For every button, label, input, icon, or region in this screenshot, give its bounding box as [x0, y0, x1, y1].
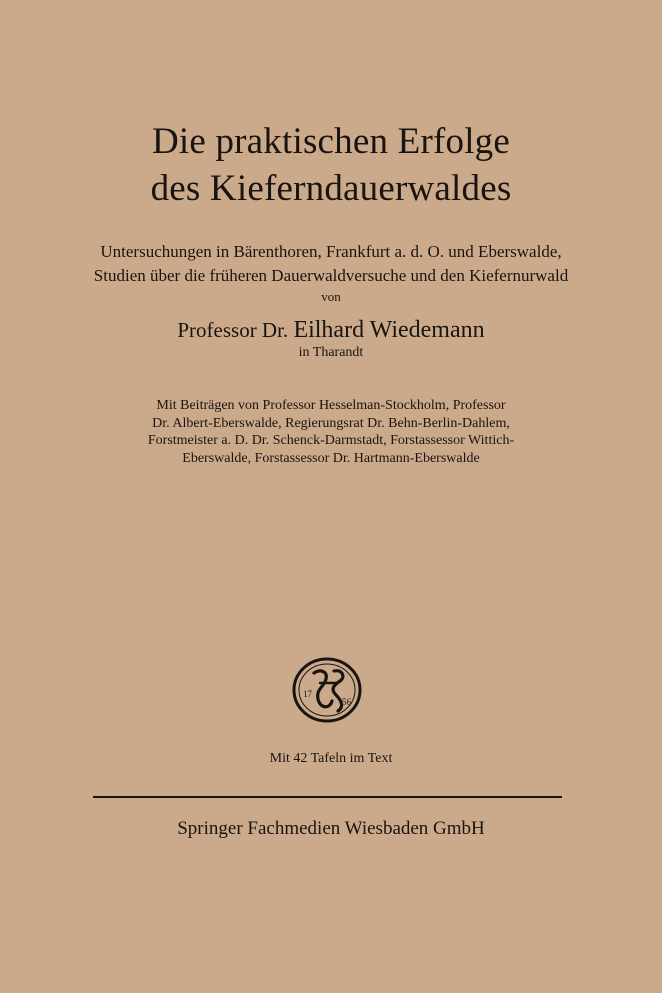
author-location: in Tharandt [298, 345, 364, 360]
author-name: Eilhard Wiedemann [293, 317, 485, 343]
by-word: von [321, 289, 341, 304]
contributors-line-1: Mit Beiträgen von Professor Hesselman-Stockholm, Professor [156, 398, 506, 413]
contributors-block [0, 397, 662, 467]
publisher-seal-icon [290, 655, 364, 725]
seal-year-right: 56 [342, 697, 351, 707]
author-line [0, 317, 662, 343]
contributors-line-3: Forstmeister a. D. Dr. Schenck-Darmstadt, Forstassessor Wittich- [147, 433, 515, 448]
contributors-line-4: Eberswalde, Forstassessor Dr. Hartmann-Eberswalde [182, 450, 480, 466]
seal-year-left: 17 [303, 689, 312, 699]
book-subtitle-line-1: Untersuchungen in Bärenthoren, Frankfurt a. d. O. und Eberswalde, [100, 242, 562, 261]
book-title-line-2: des Kieferndauerwaldes [150, 168, 512, 209]
contributors-line-2: Dr. Albert-Eberswalde, Regierungsrat Dr. Behn-Berlin-Dahlem, [152, 415, 510, 431]
author-prefix: Professor Dr. [177, 318, 289, 342]
book-title [0, 118, 662, 212]
book-subtitle [0, 240, 662, 288]
publisher-name: Springer Fachmedien Wiesbaden GmbH [177, 818, 485, 839]
book-title-line-1: Die praktischen Erfolge [151, 121, 510, 162]
tables-note: Mit 42 Tafeln im Text [269, 751, 393, 766]
book-subtitle-line-2: Studien über die früheren Dauerwaldversuche und den Kiefernurwald [93, 266, 569, 285]
horizontal-rule [93, 796, 562, 798]
